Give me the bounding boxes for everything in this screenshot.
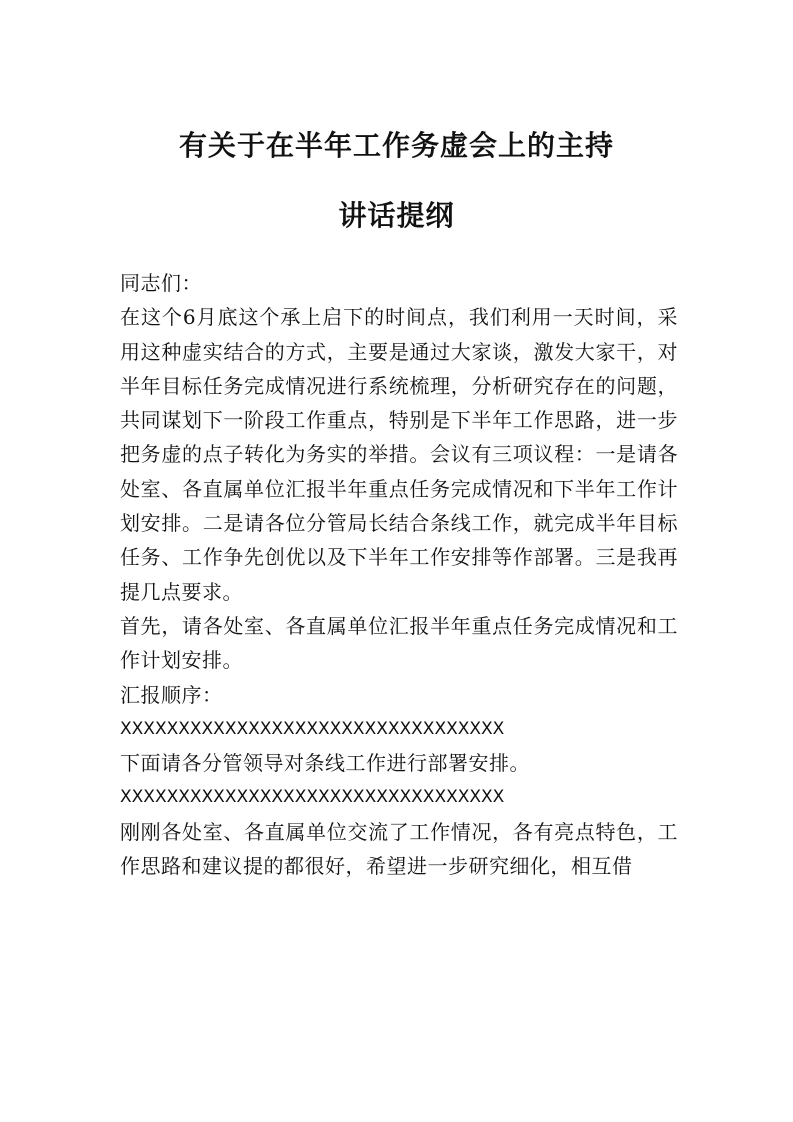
paragraph-summary: 刚刚各处室、各直属单位交流了工作情况，各有亮点特色，工作思路和建议提的都很好，希望进一步研究细化，相互借 (120, 819, 678, 879)
document-body (120, 266, 678, 883)
paragraph-first-item: 首先，请各处室、各直属单位汇报半年重点任务完成情况和工作计划安排。 (120, 613, 678, 673)
document-title-line-1: 有关于在半年工作务虚会上的主持 (178, 129, 614, 162)
paragraph-intro: 在这个6月底这个承上启下的时间点，我们利用一天时间，采用这种虚实结合的方式，主要是通过大家谈，激发大家干，对半年目标任务完成情况进行系统梳理，分析研究存在的问题，共同谋划下一阶段工作重点，特别是下半年工作思路，进一步把务虚的点子转化为务实的举措。会议有三项议程：一是请各处室、各直属单位汇报半年重点任务完成情况和下半年工作计划安排。二是请各位分管局长结合条线工作，就完成半年目标任务、工作争先创优以及下半年工作安排等作部署。三是我再提几点要求。 (120, 305, 678, 604)
document-title-line-2: 讲话提纲 (338, 199, 455, 232)
placeholder-line-2: XXXXXXXXXXXXXXXXXXXXXXXXXXXXXXXXX (120, 787, 505, 808)
salutation: 同志们： (120, 271, 202, 295)
paragraph-report-order: 汇报顺序： (120, 682, 223, 707)
paragraph-leaders: 下面请各分管领导对条线工作进行部署安排。 (120, 751, 530, 776)
placeholder-line-1: XXXXXXXXXXXXXXXXXXXXXXXXXXXXXXXXX (120, 718, 505, 739)
